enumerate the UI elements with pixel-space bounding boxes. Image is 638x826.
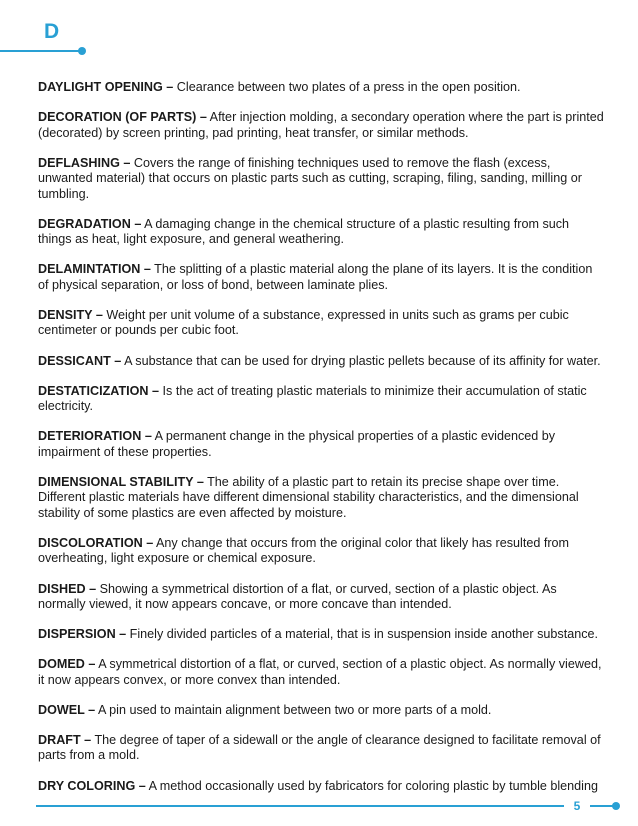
- glossary-entry: [38, 657, 604, 688]
- glossary-term: DEFLASHING –: [38, 155, 131, 170]
- glossary-term: DETERIORATION –: [38, 429, 152, 444]
- glossary-entry: [38, 110, 604, 141]
- glossary-definition: Clearance between two plates of a press in the open position.: [173, 80, 521, 94]
- glossary-entries: [38, 80, 604, 809]
- glossary-definition: Any change that occurs from the original color that likely has resulted from overheating, light exposure or chemical exposure.: [38, 535, 570, 566]
- glossary-entry: [38, 217, 604, 248]
- glossary-entry: [38, 384, 604, 415]
- glossary-term: DIMENSIONAL STABILITY –: [38, 474, 204, 489]
- glossary-term: DAYLIGHT OPENING –: [38, 80, 174, 94]
- glossary-term: DRAFT –: [38, 732, 92, 747]
- glossary-term: DRY COLORING –: [38, 778, 146, 793]
- glossary-definition: Weight per unit volume of a substance, expressed in units such as grams per cubic centimeter or pounds per cubic foot.: [38, 307, 569, 338]
- glossary-term: DEGRADATION –: [38, 216, 142, 231]
- glossary-entry: [38, 733, 604, 764]
- glossary-entry: [38, 536, 604, 567]
- glossary-entry: [38, 354, 604, 370]
- glossary-definition: After injection molding, a secondary operation where the part is printed (decorated) by screen printing, pad printing, heat transfer, or similar methods.: [38, 110, 604, 140]
- glossary-definition: Finely divided particles of a material, that is in suspension inside another substance.: [126, 627, 599, 642]
- glossary-term: DOWEL –: [38, 702, 96, 717]
- glossary-definition: The splitting of a plastic material along the plane of its layers. It is the condition of physical separation, or loss of bond, between laminate plies.: [38, 262, 593, 292]
- glossary-term: DISHED –: [38, 581, 97, 596]
- glossary-definition: A damaging change in the chemical structure of a plastic resulting from such things as heat, light exposure, and general weathering.: [38, 216, 570, 247]
- glossary-entry: [38, 80, 604, 96]
- header-rule: [0, 50, 82, 52]
- glossary-term: DISPERSION –: [38, 627, 127, 642]
- glossary-term: DECORATION (OF PARTS) –: [38, 110, 207, 125]
- glossary-entry: [38, 779, 604, 795]
- header-rule-dot: [78, 47, 86, 55]
- glossary-entry: [38, 308, 604, 339]
- glossary-definition: A pin used to maintain alignment between two or more parts of a mold.: [95, 702, 492, 717]
- glossary-entry: [38, 429, 604, 460]
- glossary-term: DESTATICIZATION –: [38, 383, 160, 398]
- glossary-entry: [38, 582, 604, 613]
- glossary-definition: A method occasionally used by fabricators for coloring plastic by tumble blending: [145, 778, 598, 793]
- glossary-term: DENSITY –: [38, 307, 103, 322]
- glossary-definition: Showing a symmetrical distortion of a flat, or curved, section of a plastic object. As normally viewed, it now appears concave, or more concave than intended.: [38, 581, 557, 612]
- glossary-definition: The ability of a plastic part to retain its precise shape over time. Different plastic materials have different dimensional stability characteristics, and the dimensional stability of some plastics are even affected by moisture.: [38, 474, 579, 520]
- page-number: 5: [573, 799, 581, 813]
- glossary-entry: [38, 262, 604, 293]
- glossary-term: DELAMINTATION –: [38, 262, 151, 277]
- glossary-entry: [38, 156, 604, 203]
- glossary-definition: A permanent change in the physical properties of a plastic evidenced by impairment of these properties.: [38, 429, 556, 459]
- glossary-definition: Covers the range of finishing techniques used to remove the flash (excess, unwanted material) that occurs on plastic parts such as cutting, scraping, filing, sanding, milling or tumbling.: [38, 155, 582, 201]
- glossary-entry: [38, 627, 604, 643]
- footer-rule: [36, 805, 564, 807]
- footer-rule-dot: [612, 802, 620, 810]
- glossary-entry: [38, 475, 604, 522]
- glossary-definition: Is the act of treating plastic materials to minimize their accumulation of static electricity.: [38, 383, 587, 414]
- section-letter: D: [44, 20, 60, 43]
- glossary-definition: A substance that can be used for drying plastic pellets because of its affinity for water.: [121, 353, 601, 368]
- glossary-definition: The degree of taper of a sidewall or the angle of clearance designed to facilitate removal of parts from a mold.: [38, 732, 601, 763]
- glossary-term: DESSICANT –: [38, 353, 122, 368]
- glossary-term: DISCOLORATION –: [38, 535, 154, 550]
- glossary-entry: [38, 703, 604, 719]
- glossary-definition: A symmetrical distortion of a flat, or curved, section of a plastic object. As normally viewed, it now appears convex, or more convex than intended.: [38, 657, 602, 687]
- glossary-term: DOMED –: [38, 657, 96, 672]
